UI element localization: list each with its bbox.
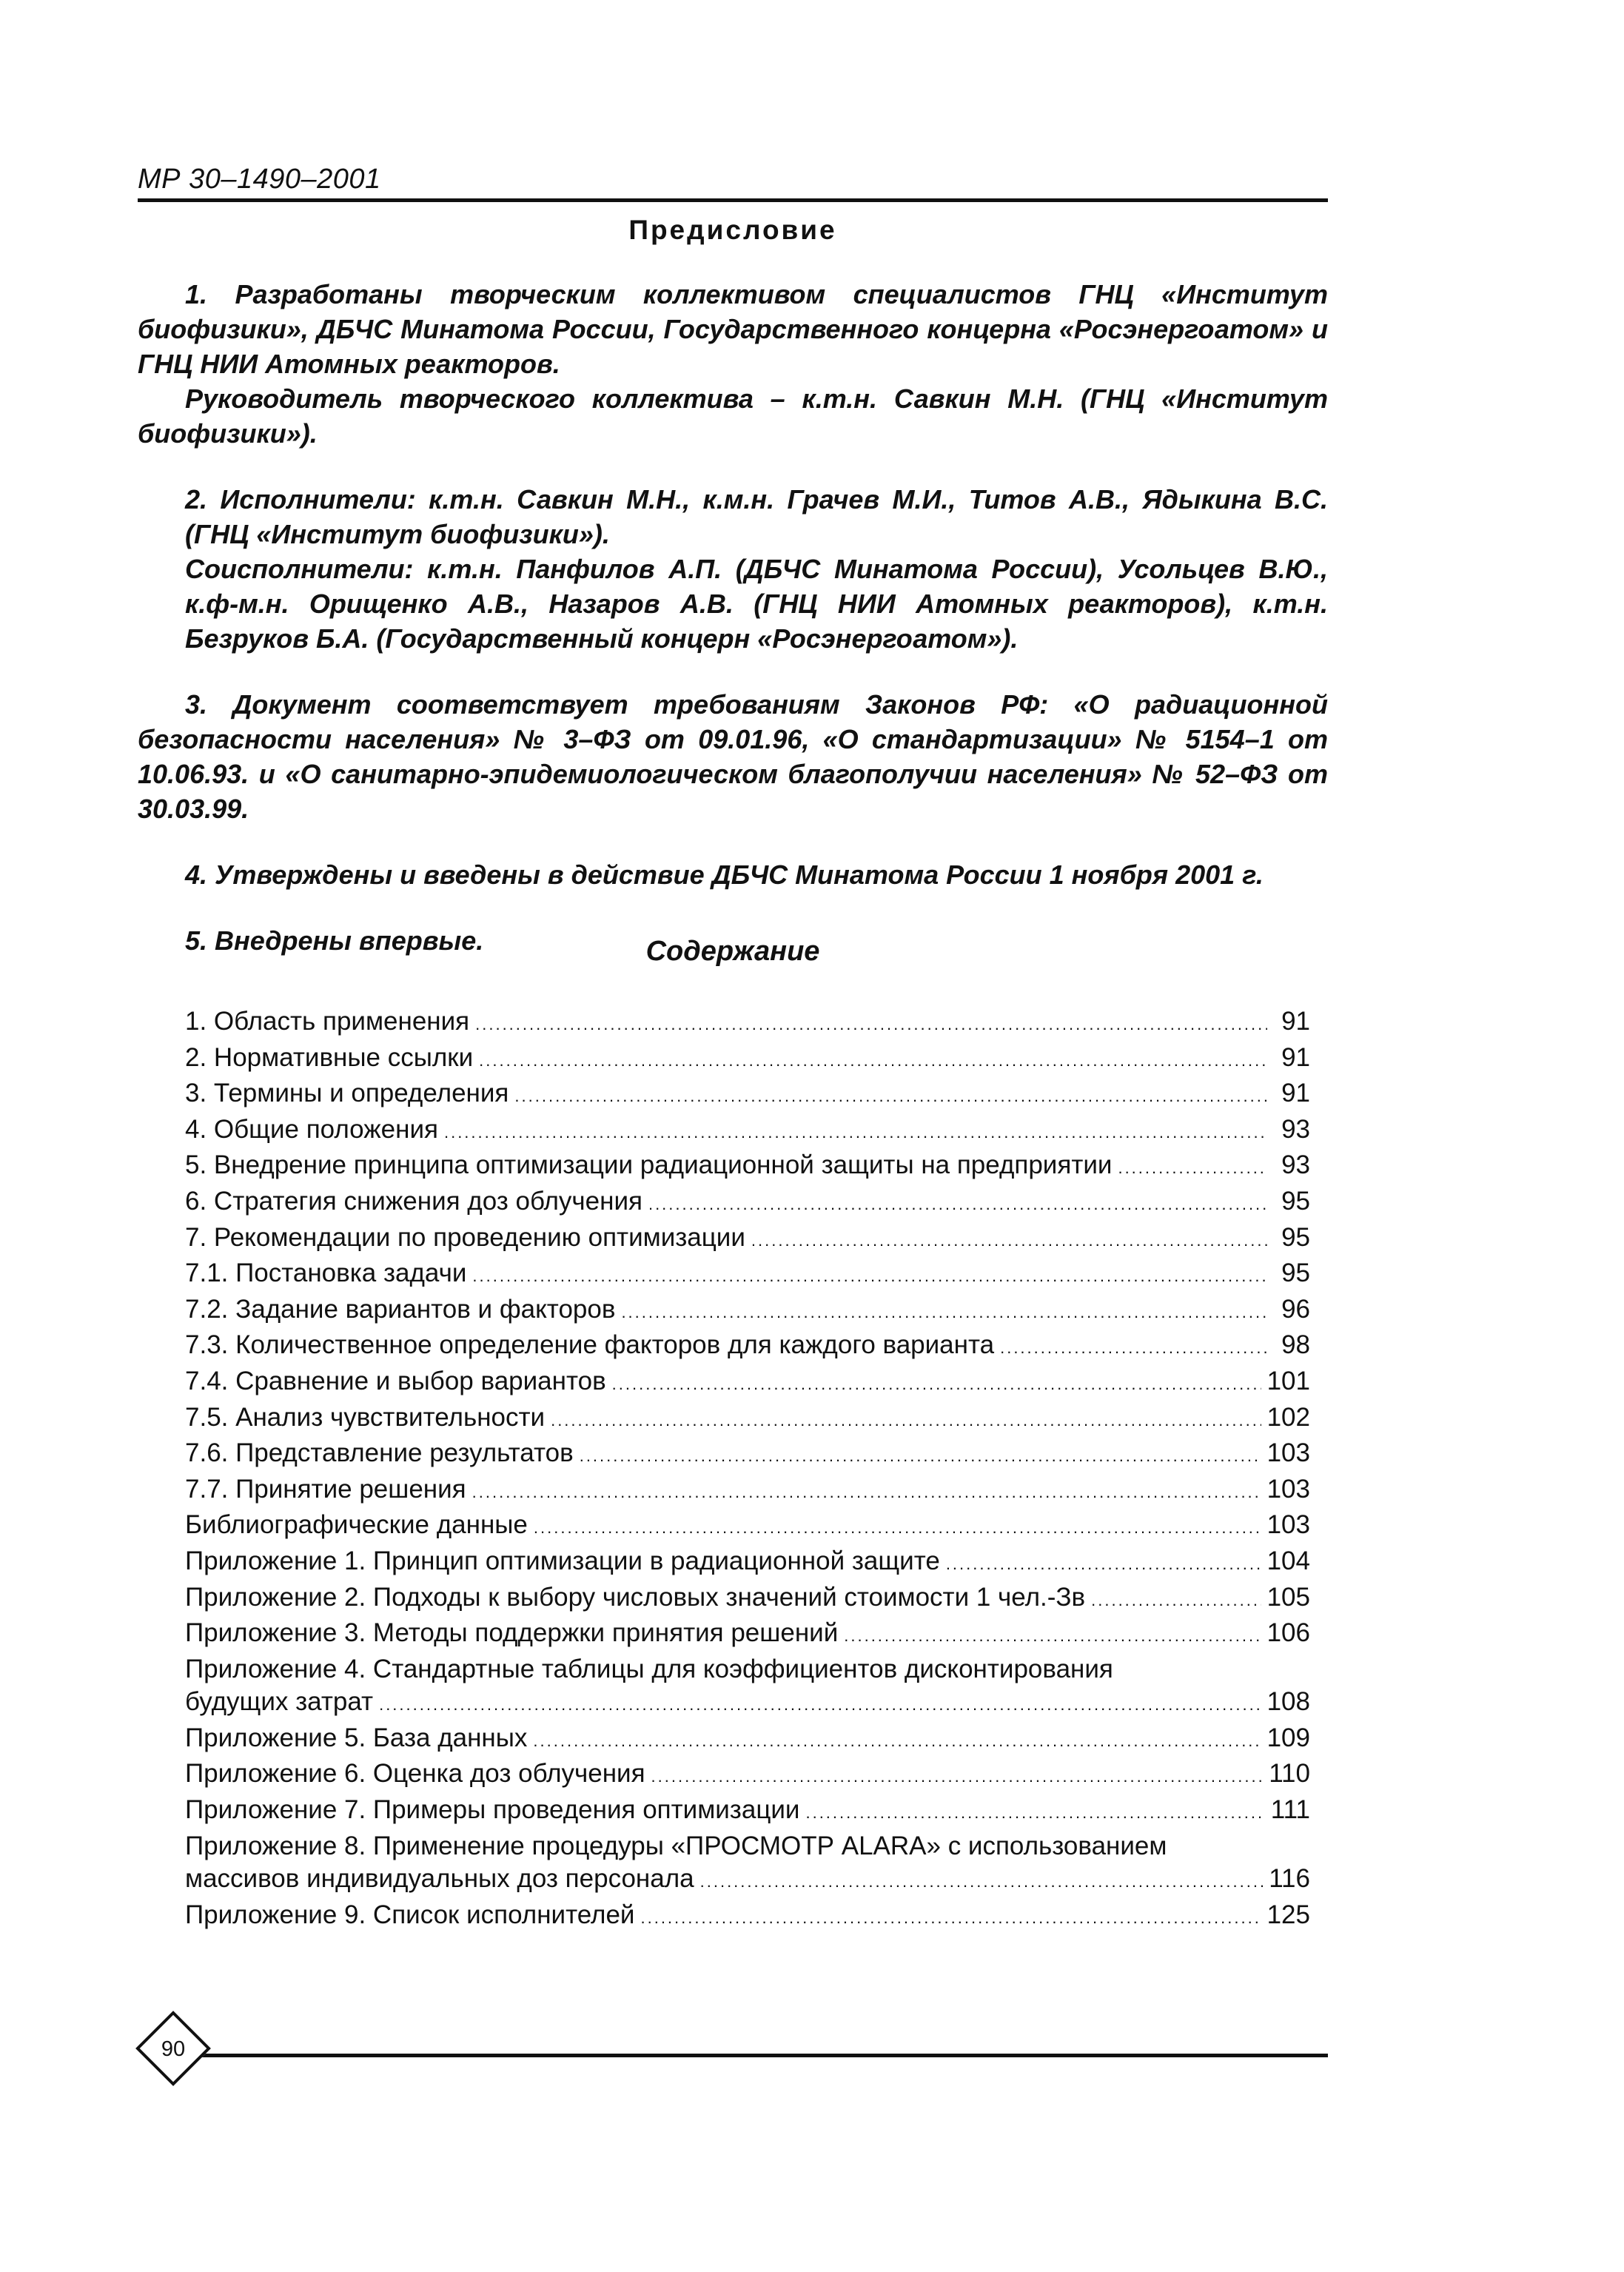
toc-leader bbox=[472, 1260, 1267, 1293]
toc-entry bbox=[185, 1473, 1310, 1509]
toc-leader bbox=[551, 1404, 1261, 1438]
toc-leader bbox=[805, 1797, 1264, 1830]
toc-entry-label: 1. Область применения bbox=[185, 1007, 470, 1036]
toc-entry bbox=[185, 1437, 1310, 1473]
toc-entry-page: 103 bbox=[1266, 1510, 1310, 1540]
toc-entry-page: 103 bbox=[1266, 1438, 1310, 1468]
preface-paragraph-4: Соисполнители: к.т.н. Панфилов А.П. (ДБЧС Минатома России), Усольцев В.Ю., к.ф-м.н. Орищенко А.В., Назаров А.В. (ГНЦ НИИ Атомных реакторов), к.т.н. Безруков Б.А. (Государственный концерн «Росэнергоатом»). bbox=[185, 554, 1328, 654]
toc-leader bbox=[444, 1116, 1267, 1150]
document-code: МР 30–1490–2001 bbox=[138, 164, 381, 195]
page-header bbox=[138, 153, 1328, 202]
toc-entry-page: 91 bbox=[1281, 1007, 1310, 1036]
toc-entry-label: Приложение 3. Методы поддержки принятия решений bbox=[185, 1618, 839, 1648]
toc-entry-label: 7. Рекомендации по проведению оптимизации bbox=[185, 1222, 745, 1252]
toc-entry bbox=[185, 1042, 1310, 1078]
toc-entry bbox=[185, 1794, 1310, 1830]
toc-entry-label: 6. Стратегия снижения доз облучения bbox=[185, 1186, 642, 1216]
toc-leader bbox=[640, 1902, 1261, 1935]
toc-entry-label: 2. Нормативные ссылки bbox=[185, 1042, 474, 1072]
toc-entry-label: Приложение 5. База данных bbox=[185, 1723, 528, 1752]
preface-paragraph-6: 4. Утверждены и введены в действие ДБЧС Минатома России 1 ноября 2001 г. bbox=[185, 859, 1264, 890]
toc-leader bbox=[580, 1440, 1261, 1473]
toc-entry-label: Приложение 2. Подходы к выбору числовых значений стоимости 1 чел.-Зв bbox=[185, 1582, 1086, 1612]
preface-paragraph-3: 2. Исполнители: к.т.н. Савкин М.Н., к.м.н. Грачев М.И., Титов А.В., Ядыкина В.С. (ГНЦ «Институт биофизики»). bbox=[185, 484, 1328, 549]
toc-entry-page: 116 bbox=[1269, 1864, 1310, 1894]
toc-leader bbox=[1118, 1152, 1267, 1185]
toc-leader bbox=[700, 1866, 1264, 1899]
toc-entry bbox=[185, 1686, 1310, 1722]
toc-leader bbox=[479, 1045, 1267, 1078]
toc-entry-label: массивов индивидуальных доз персонала bbox=[185, 1864, 694, 1894]
preface-paragraph-1: 1. Разработаны творческим коллективом специалистов ГНЦ «Институт биофизики», ДБЧС Минатома России, Государственного концерна «Росэнергоатом» и ГНЦ НИИ Атомных реакторов. bbox=[138, 279, 1328, 379]
toc-entry bbox=[185, 1509, 1310, 1545]
preface-section bbox=[138, 277, 1328, 958]
table-of-contents bbox=[185, 1005, 1310, 1934]
toc-entry bbox=[185, 1185, 1310, 1222]
toc-entry-page: 102 bbox=[1266, 1402, 1310, 1432]
toc-leader bbox=[533, 1725, 1261, 1758]
toc-entry bbox=[185, 1722, 1310, 1758]
toc-leader bbox=[621, 1296, 1267, 1330]
toc-leader bbox=[1091, 1584, 1261, 1618]
toc-entry-page: 103 bbox=[1266, 1474, 1310, 1504]
toc-entry bbox=[185, 1113, 1310, 1150]
toc-entry-page: 101 bbox=[1266, 1366, 1310, 1395]
toc-entry bbox=[185, 1617, 1310, 1653]
toc-entry-label: Приложение 6. Оценка доз облучения bbox=[185, 1759, 645, 1789]
toc-entry bbox=[185, 1899, 1310, 1935]
toc-entry-label: Библиографические данные bbox=[185, 1510, 528, 1540]
toc-entry bbox=[185, 1329, 1310, 1365]
toc-entry-page: 110 bbox=[1269, 1759, 1310, 1789]
toc-entry bbox=[185, 1757, 1310, 1794]
toc-entry bbox=[185, 1257, 1310, 1293]
toc-entry bbox=[185, 1545, 1310, 1581]
preface-paragraph-2: Руководитель творческого коллектива – к.т.н. Савкин М.Н. (ГНЦ «Институт биофизики»). bbox=[138, 383, 1328, 449]
toc-entry-label: будущих затрат bbox=[185, 1687, 374, 1717]
toc-entry bbox=[185, 1581, 1310, 1618]
toc-entry-page: 106 bbox=[1266, 1618, 1310, 1648]
toc-entry-page: 93 bbox=[1281, 1150, 1310, 1180]
toc-leader bbox=[612, 1368, 1261, 1401]
toc-entry bbox=[185, 1077, 1310, 1113]
preface-paragraph-5: 3. Документ соответствует требованиям Законов РФ: «О радиационной безопасности населения» № 3–ФЗ от 09.01.96, «О стандартизации» № 5154–1 от 10.06.93. и «О санитарно-эпидемиологическом благополучии населения» № 52–ФЗ от 30.03.99. bbox=[138, 689, 1328, 824]
toc-entry-page: 111 bbox=[1270, 1795, 1310, 1825]
toc-entry-label: 7.1. Постановка задачи bbox=[185, 1259, 467, 1288]
toc-entry-label: 3. Термины и определения bbox=[185, 1079, 509, 1108]
toc-leader bbox=[379, 1689, 1261, 1722]
toc-entry bbox=[185, 1293, 1310, 1330]
toc-entry-page: 105 bbox=[1266, 1582, 1310, 1612]
toc-leader bbox=[472, 1476, 1261, 1509]
preface-title: Предисловие bbox=[628, 215, 837, 245]
toc-entry-page: 109 bbox=[1266, 1723, 1310, 1752]
toc-entry bbox=[185, 1401, 1310, 1438]
toc-entry bbox=[185, 1863, 1310, 1899]
toc-entry-page: 93 bbox=[1281, 1114, 1310, 1144]
page-number: 90 bbox=[161, 2037, 186, 2061]
toc-entry-label: 7.3. Количественное определение факторов для каждого варианта bbox=[185, 1330, 995, 1360]
toc-entry-page: 104 bbox=[1266, 1546, 1310, 1575]
toc-entry-label: 7.4. Сравнение и выбор вариантов bbox=[185, 1366, 606, 1395]
preface-paragraph-7: 5. Внедрены впервые. bbox=[185, 925, 484, 956]
toc-entry-label: 4. Общие положения bbox=[185, 1114, 438, 1144]
toc-entry-page: 95 bbox=[1281, 1222, 1310, 1252]
footer-rule bbox=[191, 2054, 1328, 2057]
toc-entry bbox=[185, 1222, 1310, 1258]
toc-leader bbox=[534, 1512, 1261, 1545]
toc-entry-page: 91 bbox=[1281, 1042, 1310, 1072]
toc-leader bbox=[946, 1548, 1261, 1581]
toc-entry-page: 91 bbox=[1281, 1079, 1310, 1108]
toc-entry-page: 108 bbox=[1266, 1687, 1310, 1717]
contents-title: Содержание bbox=[645, 936, 820, 967]
toc-entry-page: 95 bbox=[1281, 1186, 1310, 1216]
toc-entry-page: 98 bbox=[1281, 1330, 1310, 1360]
toc-entry-label: 7.7. Принятие решения bbox=[185, 1474, 466, 1504]
toc-leader bbox=[648, 1188, 1267, 1222]
toc-entry-label: Приложение 9. Список исполнителей bbox=[185, 1900, 635, 1929]
toc-entry-first-line: Приложение 8. Применение процедуры «ПРОСМОТР ALARA» с использованием bbox=[185, 1831, 1167, 1860]
toc-entry-label: 7.2. Задание вариантов и факторов bbox=[185, 1294, 616, 1324]
toc-leader bbox=[651, 1760, 1264, 1794]
toc-entry-first-line: Приложение 4. Стандартные таблицы для коэффициентов дисконтирования bbox=[185, 1654, 1113, 1683]
toc-entry-page: 125 bbox=[1266, 1900, 1310, 1929]
toc-leader bbox=[844, 1620, 1261, 1653]
toc-entry-page: 96 bbox=[1281, 1294, 1310, 1324]
toc-entry-label: Приложение 1. Принцип оптимизации в радиационной защите bbox=[185, 1546, 940, 1575]
toc-entry bbox=[185, 1365, 1310, 1401]
toc-leader bbox=[751, 1224, 1267, 1258]
toc-leader bbox=[475, 1008, 1267, 1042]
toc-entry-label: 7.6. Представление результатов bbox=[185, 1438, 574, 1468]
toc-leader bbox=[1000, 1332, 1267, 1365]
toc-entry-page: 95 bbox=[1281, 1259, 1310, 1288]
toc-entry-label: Приложение 7. Примеры проведения оптимизации bbox=[185, 1795, 800, 1825]
toc-entry bbox=[185, 1005, 1310, 1042]
toc-entry bbox=[185, 1149, 1310, 1185]
toc-entry-label: 7.5. Анализ чувствительности bbox=[185, 1402, 546, 1432]
toc-entry-label: 5. Внедрение принципа оптимизации радиационной защиты на предприятии bbox=[185, 1150, 1113, 1180]
toc-leader bbox=[514, 1080, 1267, 1113]
